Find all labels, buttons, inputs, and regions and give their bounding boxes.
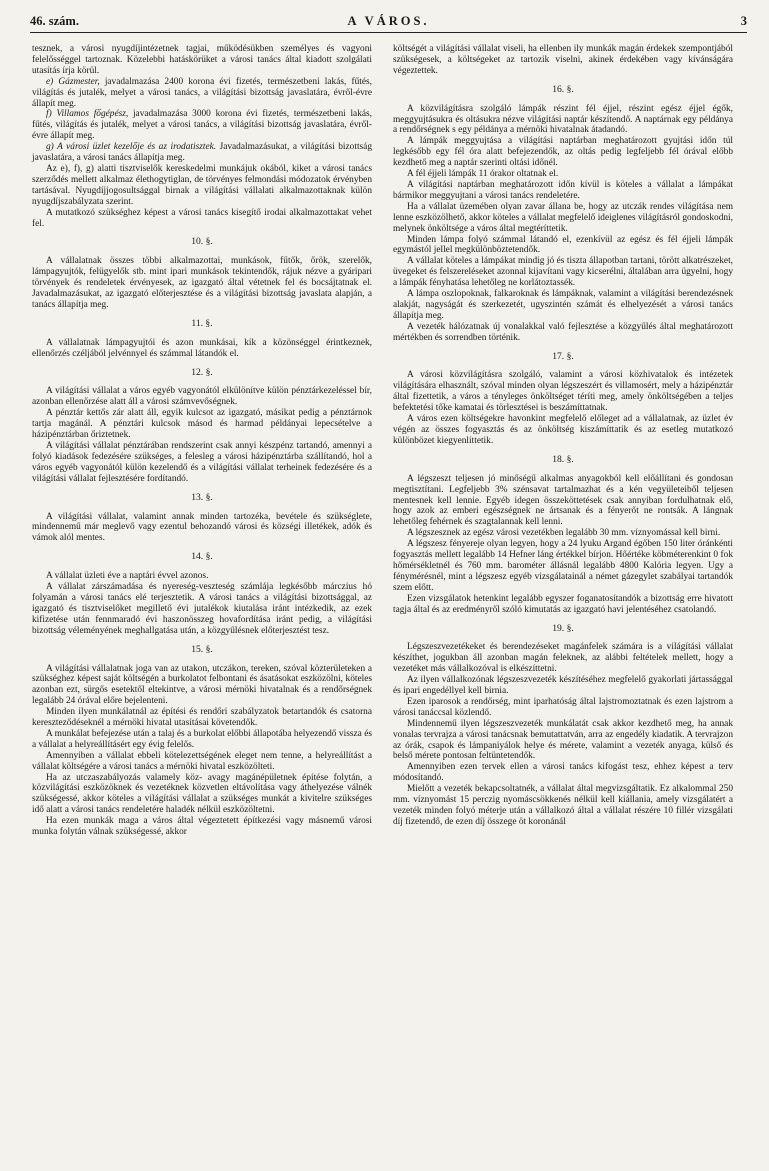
paragraph (32, 142, 372, 164)
journal-title: A VÁROS. (347, 14, 430, 28)
paragraph: Amennyiben ezen tervek ellen a városi tanács kifogást tesz, ehhez képest a terv módosítandó. (393, 762, 733, 784)
paragraph: A munkálat befejezése után a talaj és a burkolat előbbi állapotába helyezendő vissza és a vállalat a helyreállításért egy évig felelős. (32, 728, 372, 750)
paragraph: A világítási vállalat, valamint annak minden tartozéka, bevétele és szükséglete, mindennemű már meglevő vagy ezentul behozandó városi és községi illetékek, adók és vámok alól mentes. (32, 511, 372, 544)
section-heading: 17. §. (552, 350, 574, 362)
right-column (393, 44, 733, 828)
paragraph: A világítási naptárban meghatározott időn kívül is köteles a vállalat a lámpákat bármikor meggyujtani a városi tanács rendeletére. (393, 179, 733, 201)
paragraph: A pénztár kettős zár alatt áll, egyik kulcsot az igazgató, másikat pedig a pénztárnok tartja magánál. A pénztári kulcsok másod és harmad példányai lepecsételve a házipénztárban őriztetnek. (32, 408, 372, 441)
paragraph: A légszesznek az egész városi vezetékben legalább 30 mm. víznyomással kell birni. (407, 528, 721, 539)
paragraph: Mielőtt a vezeték bekapcsoltatnék, a vállalat által megvizsgáltatik. Ez alkalommal 250 mm. víznyomást 15 perczig nyomáscsökkenés nélkül kell kiállania, amely vizsgálatért a vezeték minden folyó méterje után a vállalkozó által a vállalat részére 10 fillér vizsgálati díj fizetendő, de ezen díj összege öt koronánál (393, 784, 733, 827)
section-heading: 11. §. (191, 317, 213, 329)
paragraph: Minden ilyen munkálatnál az építési és rendőri szabályzatok betartandók és csatorna kereszteződéseknél a mérnöki hivatal utasításai követendők. (32, 707, 372, 729)
paragraph: A légszeszt teljesen jó minőségű alkalmas anyagokból kell előállítani és gondosan megtisztítani. Legfeljebb 3% szénsavat tartalmazhat és a kén vegyületeiből teljesen mentesnek kell lennie. Egyéb idegen összeköttetések csak annyiban fordulhatnak elő, hogy azok az emberi egészségnek ne ártsanak és a fényerőt ne rontsák. A lángnak lehetőleg fehérnek és szagtalannak kell lenni. (393, 473, 733, 528)
page-header (30, 12, 747, 33)
section-heading: 12. §. (191, 366, 213, 378)
paragraph: A világítási vállalatnak joga van az utakon, utczákon, tereken, szóval közterületeken a szükséghez képest saját költségén a burkolatot felbontani és ásatásokat eszközölni, köteles azonban ezt, sürgős esetektől eltekintve, a városi mérnöki hivatalnak és a rendőrségnek legalább 24 órával előre bejelenteni. (32, 663, 372, 707)
paragraph: Ezen iparosok a rendőrség, mint iparhatóság által lajstromoztatnak és ezen lajstrom a városi tanáccsal közlendő. (393, 696, 733, 718)
paragraph: A vállalat üzleti éve a naptári évvel azonos. (46, 571, 209, 582)
paragraph: Ha az utczaszabályozás valamely köz- avagy magánépületnek építése folytán, a közvilágítási eszközöknek és vezetéknek közvetlen eltávolítása vagy áthelyezése válnék szükségessé, akkor köteles a világítási vállalat a szükséges munkát a kivitelre szükséges idő alatt a városi tanács rendeletére haladék nélkül eszközöltetni. (32, 772, 372, 816)
paragraph: Az e), f), g) alatti tisztviselők kereskedelmi munkájuk okából, kiket a városi tanács szerződés mellett alkalmaz élethogytiglan, de törvényes felmondási módozatok érvényben tartásával. Nyugdíjjogosultsággal birnak a világítási vállalati alkalmazottaknak külön nyugdíjszabályzata szerint. (32, 163, 372, 207)
paragraph: A mutatkozó szükséghez képest a városi tanács kisegítő irodai alkalmazottakat vehet fel. (32, 207, 372, 229)
paragraph: A világítási vállalat pénztárában rendszerint csak annyi készpénz tartandó, amennyi a folyó kiadások fedezésére szükséges, a felesleg a városi házipénztárba szállítandó, hol a város egyéb vagyonától külön kezelendő és a világítási vállalat terheinek fedezésére és a világítási vállalat fejlesztésére fordítandó. (32, 441, 372, 484)
paragraph: A közvilágításra szolgáló lámpák részint fél éjjel, részint egész éjjel égők, meggyujtásukra és oltásukra nézve világítási naptár készítendő. A naptárnak egy példánya a rendőrségnek s egy példánya a mérnöki hivatalnak átadandó. (393, 103, 733, 136)
paragraph: Mindennemű ilyen légszeszvezeték munkálatát csak akkor kezdhető meg, ha annak vonalas tervrajza a városi tanácsnak bemutattatván, arra az engedély kiadatik. A tervrajzon az órák, csapok és lámpaniyálok helye és mérete, valamint a vezeték anyaga, külső és belső mérete pontosan feltüntetendők. (393, 718, 733, 762)
paragraph: A vállalatnak lámpagyujtói és azon munkásai, kik a közönséggel érintkeznek, ellenőrzés czéljából jelvénnyel és számmal látandók el. (32, 337, 372, 359)
section-heading: 13. §. (191, 491, 213, 503)
paragraph: Ezen vizsgálatok hetenkint legalább egyszer foganatosítandók a bizottság erre hivatott tagja által és az eredményről szóló kimutatás az igazgató havi jelentéséhez csatolandó. (393, 593, 733, 615)
paragraph: Ha a vállalat üzemében olyan zavar állana be, hogy az utczák rendes világítása nem lenne eszközölhető, akkor köteles a vállalat megfelelő ideiglenes világításról gondoskodni, melynek önköltsége a város által megtéríttetik. (393, 201, 733, 234)
paragraph: A városi közvilágításra szolgáló, valamint a városi közhivatalok és intézetek világítására elhasznált, szóval minden olyan légszeszért és villamosért, mely a házipénztár által fizettetik, a város a tényleges önköltséget téríti meg, amely önköltségében a teljes befektetési tőke kamatai és törlesztései is beszámíttatnak. (393, 370, 733, 414)
section-heading: 16. §. (552, 83, 574, 95)
paragraph: A vállalat zárszámadása és nyereség-veszteség számlája legkésőbb márczius hó folyamán a városi tanács elé terjesztetik. A városi tanács a világítási bizottsággal, az igazgató és tisztviselőket megillető évi jutalékok kiutalása iránt intézkedik, az ezek kifizetése után fennmaradó évi haszonösszeg hovafordítása iránt pedig, a világítási bizottság véleményének meghallgatása után, a közgyűlésnek előterjesztést tesz. (32, 582, 372, 636)
paragraph: Az ilyen vállalkozónak légszeszvezeték készítéséhez megfelelő gyakorlati jártassággal és ipari engedéllyel kell birnia. (393, 675, 733, 697)
paragraph: A lámpák meggyujtása a világítási naptárban meghatározott gyujtási időn túl legkésőbb egy fél óra alatt befejezendők, az oltás pedig legfeljebb fél órával előbb kezdhető meg a naptár szerinti oltási időnél. (393, 136, 733, 169)
paragraph-lead: g) A városi üzlet kezelője és az irodatisztek. (46, 142, 217, 153)
page-number: 3 (740, 14, 747, 28)
paragraph-lead: f) Villamos főgépész, (46, 109, 129, 120)
section-heading: 14. §. (191, 551, 213, 563)
paragraph: Ha ezen munkák maga a város által végeztetett építkezési vagy másnemű városi munka folytán válnak szükségessé, akkor (32, 816, 372, 838)
section-heading: 15. §. (191, 643, 213, 655)
paragraph-text: javadalmazása 2400 korona évi fizetés, természetbeni lakás, fűtés, világítás és jutalék, melyet a városi tanács, a világítási bizottság javaslatára, évről-évre állapít meg. (32, 76, 372, 109)
paragraph: tesznek, a városi nyugdíjintézetnek tagjai, működésükben személyes és vagyoni felelősséggel tartoznak. Közelebbi hatáskörüket a városi tanács által kiadott szolgálati utasítás írja körül. (32, 44, 372, 76)
paragraph: A légszesz fényereje olyan legyen, hogy a 24 lyuku Argand égőben 150 liter óránkénti fogyasztás mellett legalább 14 Hefner láng értékkel bírjon. Hőértéke köbméterenkint 0 fok hőmérsékletnél és 760 mm. barométer állásnál legalább 4800 Kalória legyen. Ugy a fénymérésnél, mint a légszesz egyéb vizsgálatainál a német gázegylet szabályai tartandók szem előtt. (393, 539, 733, 593)
paragraph: A város ezen költségekre havonkint megfelelő előleget ad a vállalatnak, az üzlet év végén az összes fogyasztás és az önköltség kiszámíttatik és az esetleg mutatkozó különbözet kiegyenlíttetik. (393, 414, 733, 446)
paragraph: A fél éjjeli lámpák 11 órakor oltatnak el. (407, 169, 559, 180)
paragraph (32, 109, 372, 142)
paragraph: költségét a világítási vállalat viseli, ha ellenben ily munkák magán érdekek szempontjából szükségesek, a költségeket az tartozik viselni, akinek érdekében vagy kívánságára végeztettek. (393, 44, 733, 76)
paragraph: Minden lámpa folyó számmal látandó el, ezenkívül az egész és fél éjjeli lámpák egymástól jellel megkülönböztetendők. (393, 234, 733, 256)
paragraph: A vezeték hálózatnak új vonalakkal való fejlesztése a közgyűlés által meghatározott mértékben és sorrendben történik. (393, 321, 733, 343)
paragraph-lead: e) Gázmester, (46, 76, 100, 87)
paragraph (32, 77, 372, 110)
paragraph-text: Javadalmazásukat, a világítási bizottság javaslatára, a városi tanács állapítja meg. (32, 142, 372, 164)
paragraph-text: javadalmazása 3000 korona évi fizetés, természetbeni lakás, fűtés, világítás és jutalék, melyet a városi tanács, a világítási bizottság javaslatára, évről-évre állapít meg. (32, 109, 372, 142)
paragraph: A világítási vállalat a város egyéb vagyonától elkülönítve külön pénztárkezeléssel bír, azonban ellenőrzése alatt áll a városi számvevőségnek. (32, 386, 372, 408)
paragraph: A lámpa oszlopoknak, falkaroknak és lámpáknak, valamint a világítási berendezésnek alakját, nagyságát és szerkezetét, ugyszintén számát és elhelyezését a városi tanács állapítja meg. (393, 289, 733, 321)
section-heading: 10. §. (191, 236, 213, 248)
section-heading: 19. §. (552, 622, 574, 634)
section-heading: 18. §. (552, 453, 574, 465)
paragraph: Légszeszvezetékeket és berendezéseket magánfelek számára is a világítási vállalat készíthet, jogukban áll azonban magán feleknek, az alábbi feltételek mellett, hogy a vezetéket más vállalkozóval is elkészíttetni. (393, 642, 733, 675)
left-column (32, 44, 372, 838)
paragraph: Amennyiben a vállalat ebbeli kötelezettségének eleget nem tenne, a helyreállítást a vállalat költségére a városi tanács a mérnöki hivatal eszközölteti. (32, 750, 372, 772)
paragraph: A vállalatnak összes többi alkalmazottai, munkások, fűtők, őrök, szerelők, lámpagyujtók, felügyelők stb. mint ipari munkások tekintendők, rájuk nézve a gyáripari törvények és rendeletek érvényesek, az igazgató által vétetnek fel és bocsájtatnak el. Javadalmazásukat, az igazgató előterjesztése és a világítási bizottság javaslata alapján, a tanács állapítja meg. (32, 256, 372, 310)
issue-number: 46. szám. (30, 14, 79, 28)
paragraph: A vállalat köteles a lámpákat mindig jó és tiszta állapotban tartani, törött alkatrészeket, üvegeket és felszereléseket azonnal kijavítani vagy kicserélni, általában arra ügyelni, hogy a lámpák fényhatása lehetőleg ne korlátoztassék. (393, 256, 733, 289)
